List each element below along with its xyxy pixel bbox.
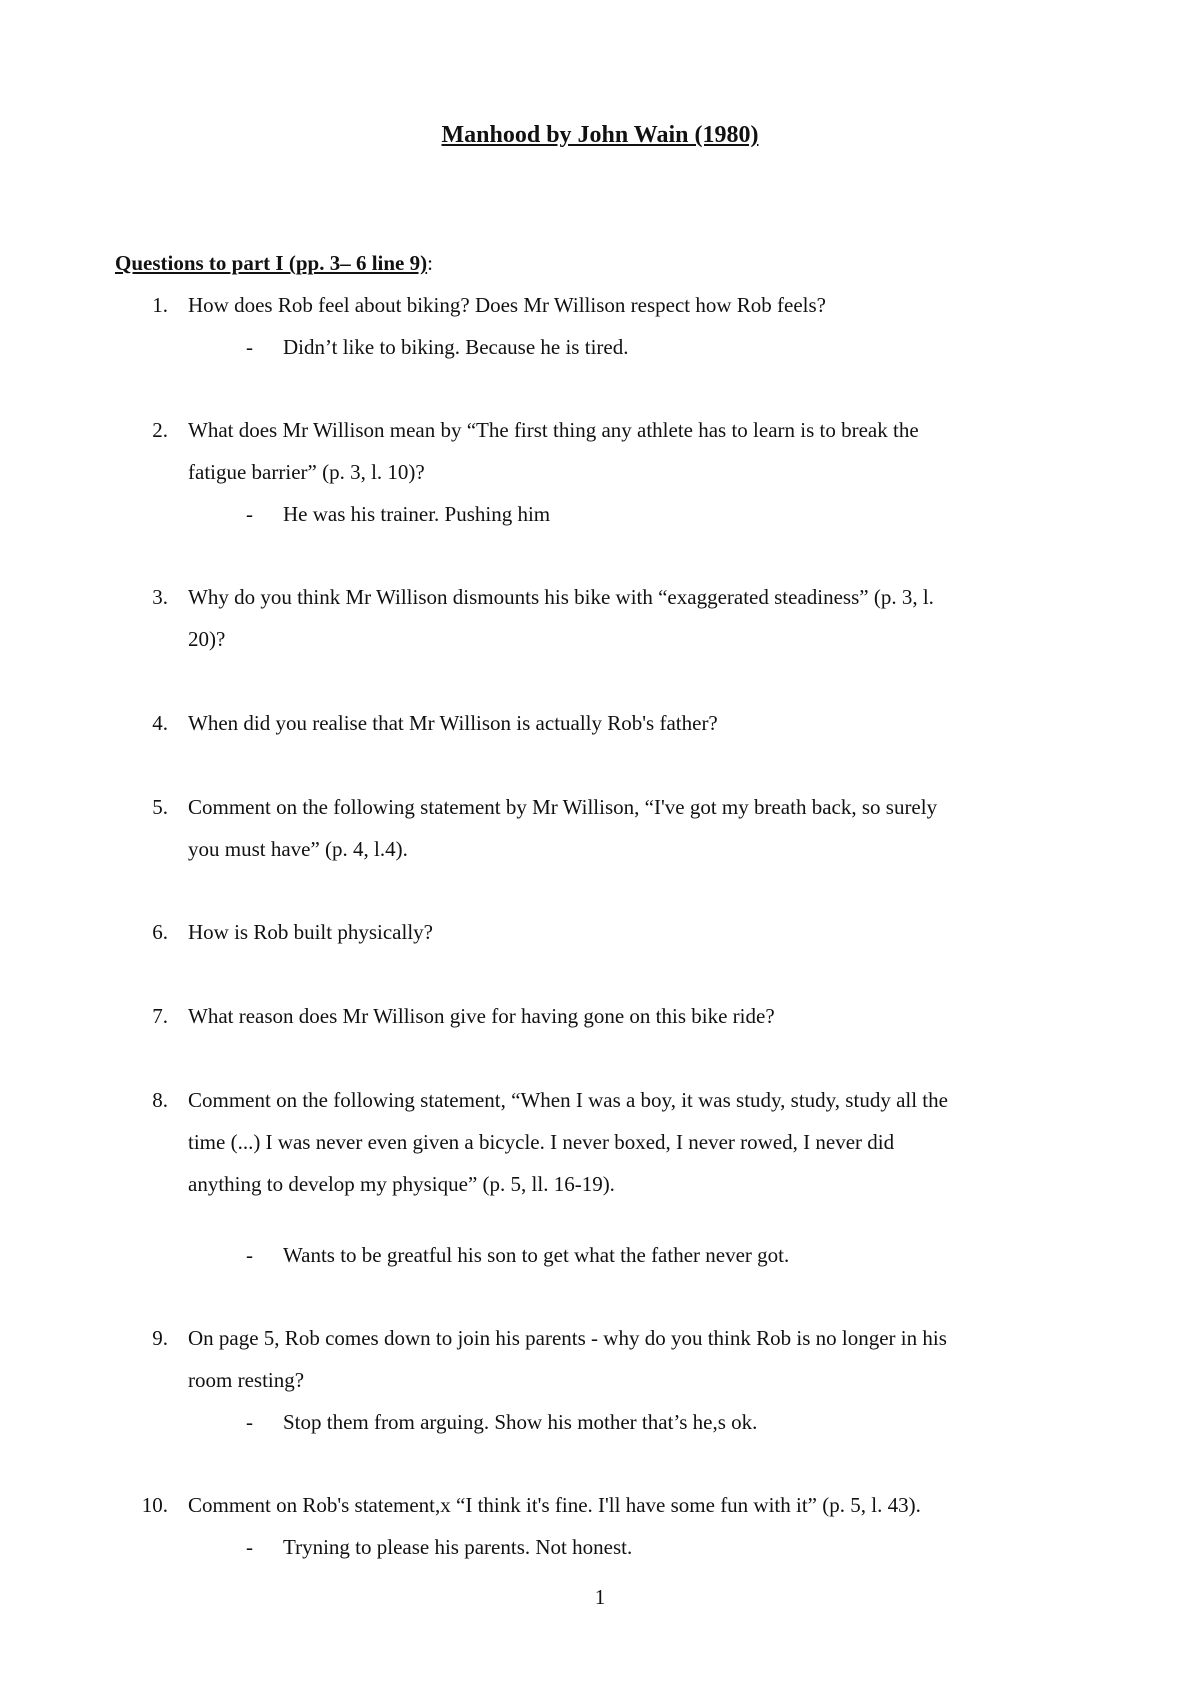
answer-text: He was his trainer. Pushing him (283, 502, 551, 526)
question-text: When did you realise that Mr Willison is actually Rob's father? (188, 711, 718, 735)
question-number: 4. (152, 711, 168, 735)
question-number: 2. (152, 418, 168, 442)
question-text: time (...) I was never even given a bicycle. I never boxed, I never rowed, I never did (188, 1130, 895, 1154)
section-heading (115, 246, 433, 280)
question-number: 5. (152, 795, 168, 819)
question-number: 8. (152, 1088, 168, 1112)
question-text: you must have” (p. 4, l.4). (188, 837, 408, 861)
answer-text: Wants to be greatful his son to get what the father never got. (283, 1243, 790, 1267)
question-text: On page 5, Rob comes down to join his parents - why do you think Rob is no longer in his (188, 1326, 947, 1350)
question-number: 7. (152, 1004, 168, 1028)
question-text: How does Rob feel about biking? Does Mr Willison respect how Rob feels? (188, 293, 826, 317)
answer (246, 330, 628, 364)
page-number: 1 (594, 1585, 606, 1609)
section-heading-text: Questions to part I (pp. 3– 6 line 9) (115, 251, 428, 275)
page-title: Manhood by John Wain (1980) (441, 122, 759, 148)
answer-dash: - (246, 1410, 253, 1434)
question-text: Comment on the following statement, “When I was a boy, it was study, study, study all the (188, 1088, 948, 1112)
answer-dash: - (246, 1535, 253, 1559)
question-text: room resting? (188, 1368, 305, 1392)
question-number: 6. (152, 920, 168, 944)
answer-text: Tryning to please his parents. Not honest. (283, 1535, 633, 1559)
answer-text: Stop them from arguing. Show his mother that’s he,s ok. (283, 1410, 758, 1434)
question-number: 9. (152, 1326, 168, 1350)
section-heading-colon: : (427, 251, 433, 275)
question-text: Why do you think Mr Willison dismounts his bike with “exaggerated steadiness” (p. 3, l. (188, 585, 934, 609)
question-text: Comment on Rob's statement,x “I think it's fine. I'll have some fun with it” (p. 5, l. 43). (188, 1493, 921, 1517)
question-number: 10. (141, 1493, 168, 1517)
question-text: Comment on the following statement by Mr Willison, “I've got my breath back, so surely (188, 795, 938, 819)
answer (246, 1530, 632, 1564)
answer-dash: - (246, 502, 253, 526)
question-text: 20)? (188, 627, 226, 651)
question-text: anything to develop my physique” (p. 5, ll. 16-19). (188, 1172, 615, 1196)
answer (246, 497, 550, 531)
question-text: fatigue barrier” (p. 3, l. 10)? (188, 460, 425, 484)
question-text: How is Rob built physically? (188, 920, 433, 944)
answer (246, 1238, 789, 1272)
question-number: 1. (152, 293, 168, 317)
question-number: 3. (152, 585, 168, 609)
answer-dash: - (246, 335, 253, 359)
answer-text: Didn’t like to biking. Because he is tired. (283, 335, 629, 359)
question-text: What does Mr Willison mean by “The first thing any athlete has to learn is to break the (188, 418, 919, 442)
answer (246, 1405, 757, 1439)
question-text: What reason does Mr Willison give for having gone on this bike ride? (188, 1004, 775, 1028)
answer-dash: - (246, 1243, 253, 1267)
